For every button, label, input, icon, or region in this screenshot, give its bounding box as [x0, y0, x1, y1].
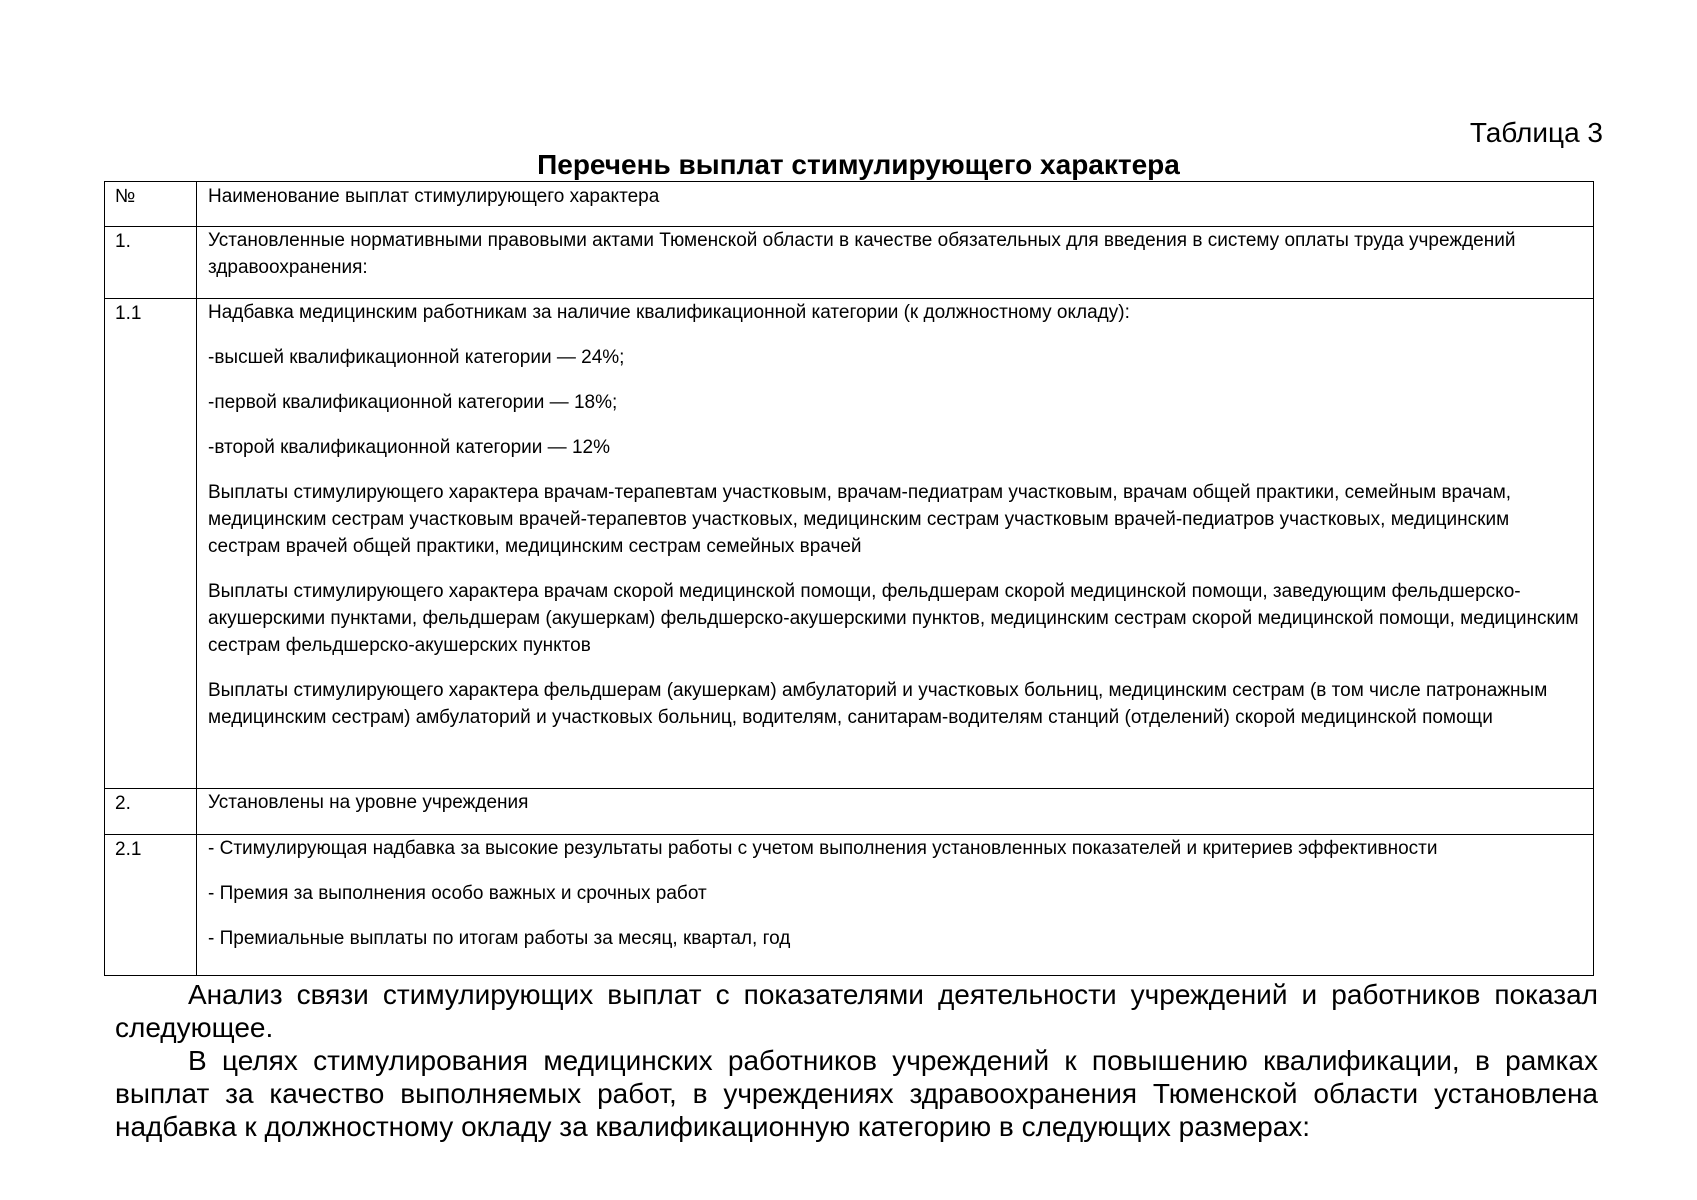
row-number: 1.1 — [115, 303, 142, 324]
table-row — [105, 299, 1594, 789]
body-paragraph: Анализ связи стимулирующих выплат с показателями деятельности учреждений и работников показал следующее. — [115, 979, 1598, 1043]
row-number: 2.1 — [115, 839, 142, 860]
body-paragraph: В целях стимулирования медицинских работников учреждений к повышению квалификации, в рамках выплат за качество выполняемых работ, в учреждениях здравоохранения Тюменской области установлена надбавка к должностному окладу за квалификационную категорию в следующих размерах: — [115, 1045, 1598, 1142]
row-paragraph: -высшей квалификационной категории — 24%; — [208, 347, 625, 368]
table-header-row — [105, 182, 1594, 227]
header-number-cell — [105, 182, 197, 227]
header-number-label: № — [115, 186, 136, 207]
row-number-cell — [105, 835, 197, 976]
row-description-cell — [197, 227, 1594, 299]
row-description-cell — [197, 299, 1594, 789]
header-name-cell — [197, 182, 1594, 227]
table-number-label: Таблица 3 — [1469, 117, 1603, 148]
row-paragraph: - Премия за выполнения особо важных и срочных работ — [208, 883, 707, 904]
table-row — [105, 227, 1594, 299]
row-number-cell — [105, 227, 197, 299]
row-paragraph: Установлены на уровне учреждения — [208, 792, 529, 813]
row-paragraph: - Премиальные выплаты по итогам работы за месяц, квартал, год — [208, 928, 791, 949]
row-description-cell — [197, 789, 1594, 835]
row-number: 2. — [115, 793, 131, 814]
payments-table — [104, 181, 1594, 976]
row-paragraph: Выплаты стимулирующего характера фельдшерам (акушеркам) амбулаторий и участковых больниц, медицинским сестрам (в том числе патронажным медицинским сестрам) амбулаторий и участковых больниц, водителям, санитарам-водителям станций (отделений) скорой медицинской помощи — [208, 680, 1548, 728]
analysis-text — [115, 978, 1598, 1143]
table-title: Перечень выплат стимулирующего характера — [537, 149, 1180, 180]
row-paragraph: -второй квалификационной категории — 12% — [208, 437, 610, 458]
header-name-label: Наименование выплат стимулирующего характера — [208, 186, 660, 207]
row-number: 1. — [115, 231, 131, 252]
row-description-cell — [197, 835, 1594, 976]
row-number-cell — [105, 299, 197, 789]
row-paragraph: Установленные нормативными правовыми актами Тюменской области в качестве обязательных для введения в систему оплаты труда учреждений здравоохранения: — [208, 230, 1516, 278]
row-number-cell — [105, 789, 197, 835]
table-row — [105, 789, 1594, 835]
row-paragraph: Выплаты стимулирующего характера врачам скорой медицинской помощи, фельдшерам скорой медицинской помощи, заведующим фельдшерско-акушерскими пунктами, фельдшерам (акушеркам) фельдшерско-акушерскими пунктов, медицинским сестрам скорой медицинской помощи, медицинским сестрам фельдшерско-акушерских пунктов — [208, 581, 1579, 656]
row-paragraph: Выплаты стимулирующего характера врачам-терапевтам участковым, врачам-педиатрам участковым, врачам общей практики, семейным врачам, медицинским сестрам участковым врачей-терапевтов участковых, медицинским сестрам участковым врачей-педиатров участковых, медицинским сестрам врачей общей практики, медицинским сестрам семейных врачей — [208, 482, 1512, 557]
row-paragraph: -первой квалификационной категории — 18%; — [208, 392, 618, 413]
row-paragraph: - Стимулирующая надбавка за высокие результаты работы с учетом выполнения установленных показателей и критериев эффективности — [208, 838, 1438, 859]
row-paragraph: Надбавка медицинским работникам за наличие квалификационной категории (к должностному окладу): — [208, 302, 1130, 323]
table-row — [105, 835, 1594, 976]
